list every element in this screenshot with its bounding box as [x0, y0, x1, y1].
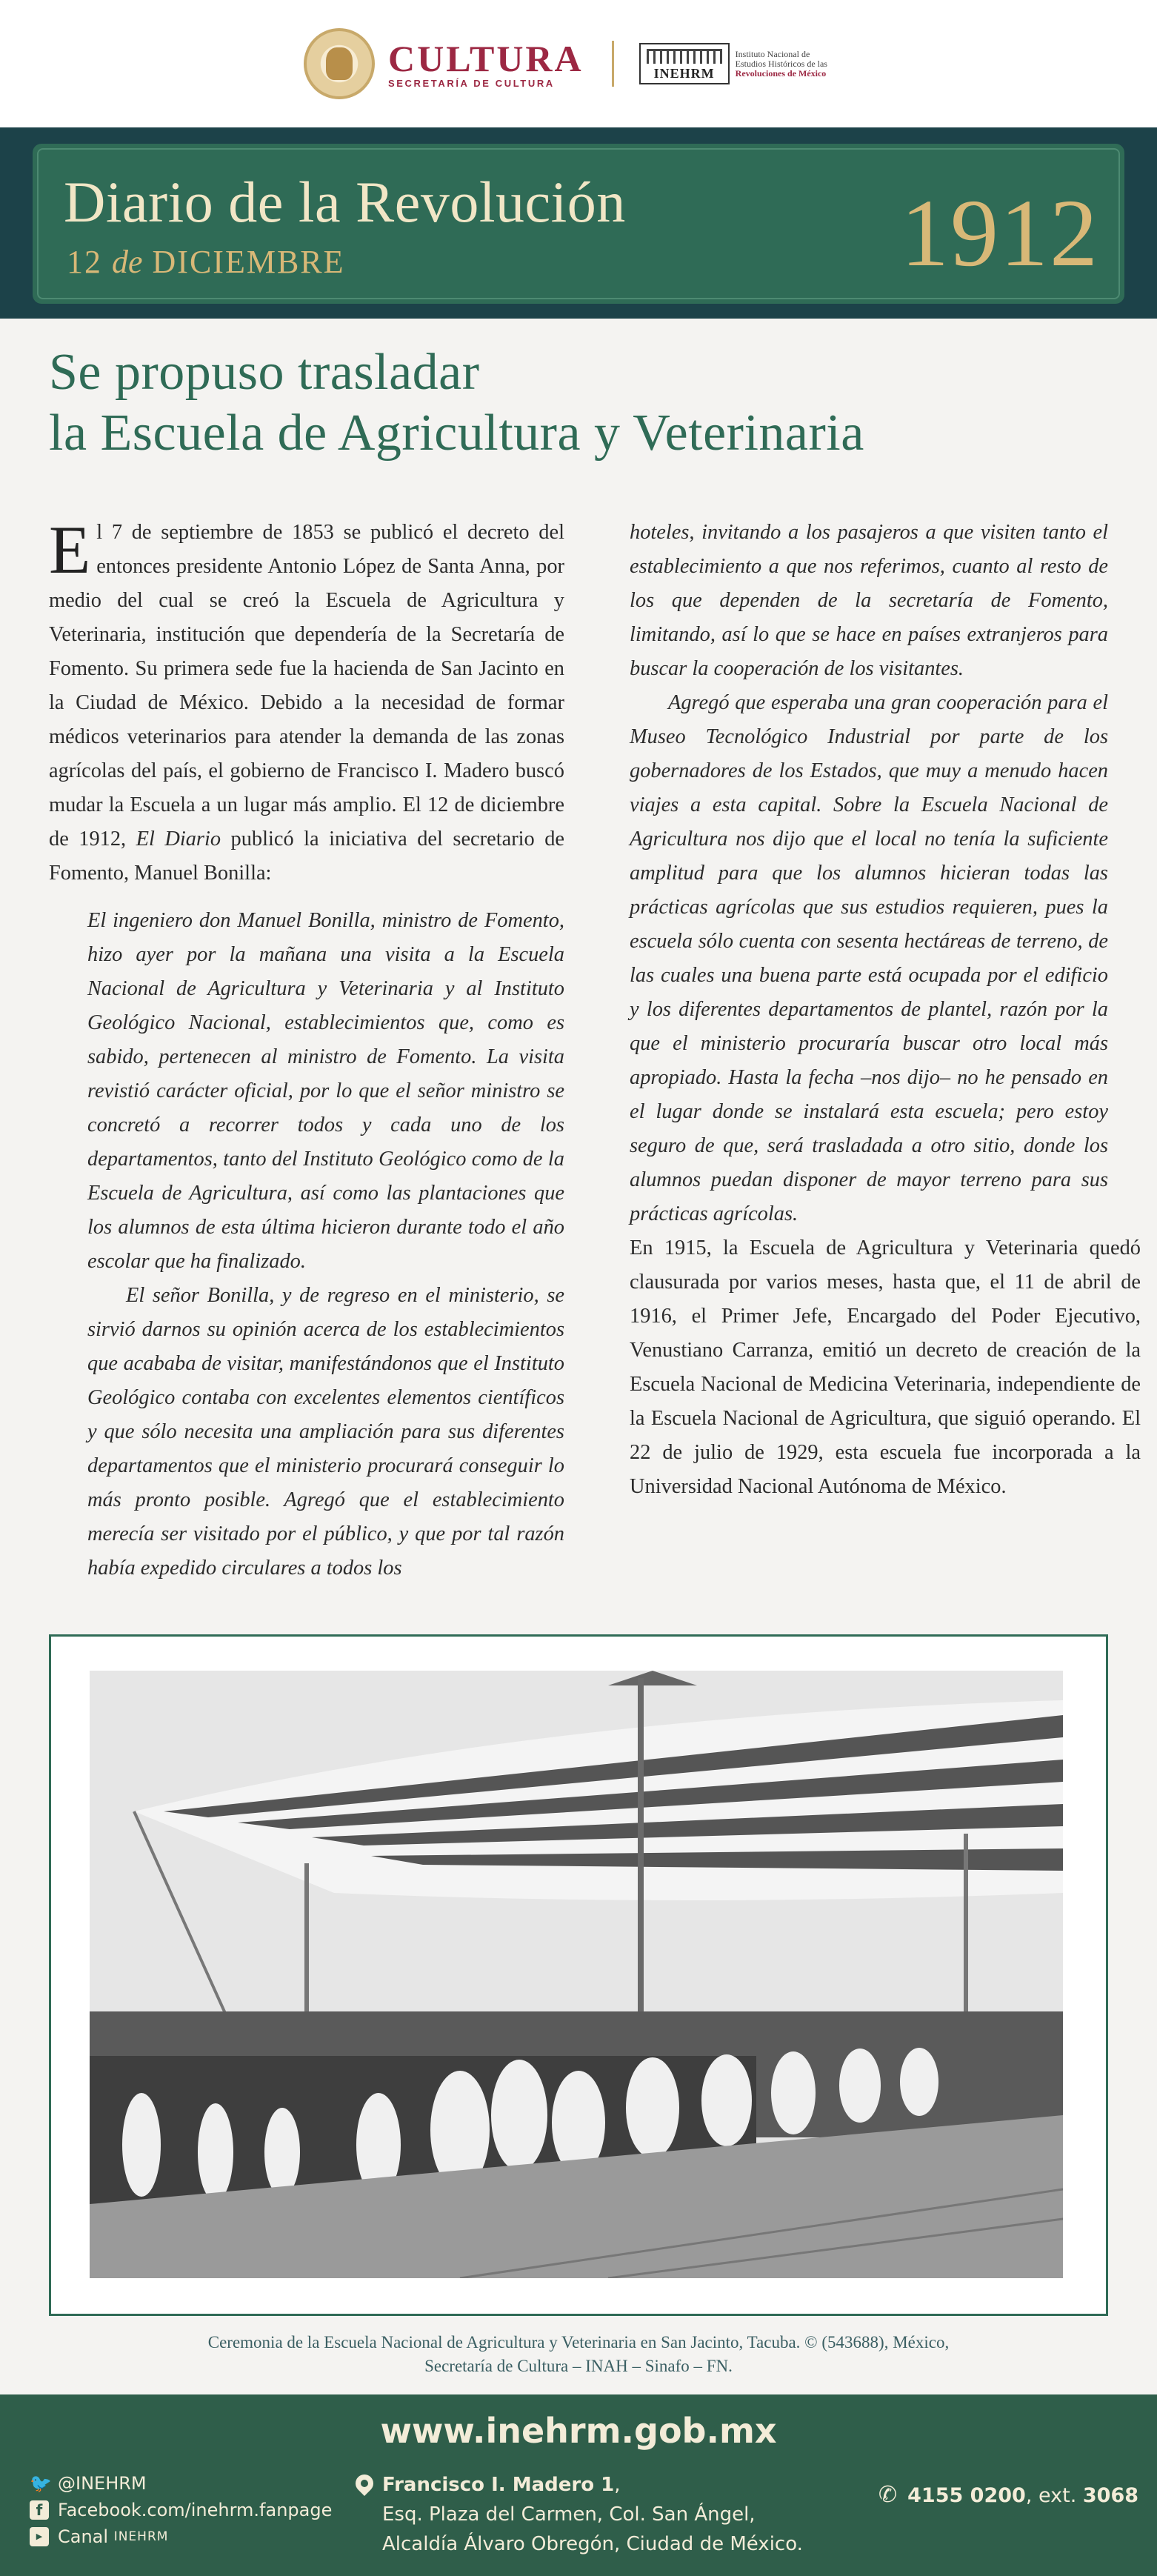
coat-of-arms-icon	[304, 28, 375, 99]
article-headline	[49, 342, 1116, 464]
quote-paragraph-1: El ingeniero don Manuel Bonilla, ministro de Fomento, hizo ayer por la mañana una visita a la Escuela Nacional de Agricultura y Veterinaria y al Instituto Geológico Nacional, establecimientos que, como es sabido, pertenecen al ministro de Fomento. La visita revistió carácter oficial, por lo que el señor ministro se concretó a recorrer todos y cada uno de los departamentos, tanto del Instituto Geológico como de la Escuela de Agricultura, así como las plantaciones que los alumnos de esta última hicieron durante todo el año escolar que ha finalizado.	[87, 909, 564, 1273]
address-street: Francisco I. Madero 1	[382, 2474, 615, 2496]
inehrm-building-icon	[639, 43, 730, 84]
phone-number: 4155 0200	[907, 2484, 1026, 2507]
inehrm-description	[736, 50, 827, 79]
facebook-link[interactable]	[30, 2497, 332, 2523]
facebook-icon: f	[30, 2500, 49, 2520]
phone[interactable]	[878, 2482, 1138, 2508]
twitter-handle: @INEHRM	[58, 2473, 147, 2494]
diario-title: Diario de la Revolución	[64, 170, 626, 234]
twitter-link[interactable]	[30, 2470, 332, 2497]
diario-year: 1912	[901, 180, 1099, 287]
logo-divider	[612, 41, 614, 87]
header-band	[0, 127, 1157, 319]
footer	[0, 2394, 1157, 2576]
left-column	[49, 512, 565, 1585]
address	[382, 2470, 803, 2559]
diario-date	[67, 243, 345, 281]
location-pin-icon	[352, 2471, 377, 2496]
address-comma: ,	[614, 2474, 621, 2496]
date-month: DICIEMBRE	[152, 244, 345, 280]
cultura-logo	[388, 39, 584, 89]
intro-text: l 7 de septiembre de 1853 se publicó el decreto del entonces presidente Antonio López de Santa Anna, por medio del cual se creó la Escuela de Agricultura y Veterinaria, institución que dependería de la Secretaría de Fomento. Su primera sede fue la hacienda de San Jacinto en la Ciudad de México. Debido a la necesidad de formar médicos veterinarios para atender la demanda de las zonas agrícolas del país, el gobierno de Francisco I. Madero buscó mudar la Escuela a un lugar más amplio. El 12 de diciembre de 1912,	[49, 521, 564, 851]
inehrm-wordmark: INEHRM	[653, 66, 715, 81]
date-day: 12	[67, 244, 102, 280]
closing-paragraph: En 1915, la Escuela de Agricultura y Veterinaria quedó clausurada por varios meses, hasta que, el 11 de abril de 1916, el Primer Jefe, Encargado del Poder Ejecutivo, Venustiano Carranza, emitió un decreto de creación de la Escuela Nacional de Medicina Veterinaria, independiente de la Escuela Nacional de Agricultura, que siguió operando. El 22 de julio de 1929, esta escuela fue incorporada a la Universidad Nacional Autónoma de México.	[630, 1237, 1141, 1498]
photo-frame	[49, 1634, 1108, 2316]
ceremony-photo-illustration	[90, 1671, 1063, 2278]
cultura-subtitle: SECRETARÍA DE CULTURA	[388, 77, 555, 89]
date-de: de	[112, 244, 143, 280]
inehrm-line-3: Revoluciones de México	[735, 67, 827, 79]
caption-line-1: Ceremonia de la Escuela Nacional de Agricultura y Veterinaria en San Jacinto, Tacuba. © (543688), México,	[207, 2333, 950, 2352]
headline-line-1: Se propuso trasladar	[49, 344, 480, 401]
intro-italic: El Diario	[136, 828, 221, 851]
quote-paragraph-2-continued: hoteles, invitando a los pasajeros a que visiten tanto el establecimiento a que nos referimos, cuanto al resto de los que dependen de la secretaría de Fomento, limitando, así lo que se hace en países extranjeros para buscar la cooperación de los visitantes.	[630, 521, 1108, 680]
youtube-link[interactable]	[30, 2523, 332, 2550]
dropcap: E	[49, 512, 91, 588]
intro-end: publicó la iniciativa del secretario de Fomento, Manuel Bonilla:	[49, 828, 565, 885]
header-panel	[33, 144, 1124, 304]
headline-line-2: la Escuela de Agricultura y Veterinaria	[49, 405, 864, 462]
address-line-2: Esq. Plaza del Carmen, Col. San Ángel,	[382, 2503, 756, 2526]
social-links	[30, 2470, 332, 2550]
phone-ext-label: , ext.	[1025, 2484, 1077, 2507]
quote-block	[87, 904, 564, 1585]
phone-icon: ✆	[878, 2482, 898, 2508]
logo-bar	[0, 0, 1157, 127]
historic-photo	[90, 1671, 1063, 2278]
youtube-name: INEHRM	[113, 2529, 169, 2544]
quote-paragraph-2: El señor Bonilla, y de regreso en el ministerio, se sirvió darnos su opinión acerca de los establecimientos que acababa de visitar, manifestándonos que el Instituto Geológico contaba con excelentes elementos científicos y que sólo necesita una ampliación para sus diferentes departamentos que el ministerio procurará conseguir lo más pronto posible. Agregó que el establecimiento merecía ser visitado por el público, y que por tal razón había expedido circulares a todos los	[87, 1284, 564, 1580]
quote-block-continued	[630, 516, 1108, 1231]
twitter-icon: 🐦	[30, 2473, 52, 2494]
youtube-prefix: Canal	[58, 2526, 109, 2547]
website-link[interactable]: www.inehrm.gob.mx	[380, 2411, 777, 2451]
facebook-url: Facebook.com/inehrm.fanpage	[58, 2500, 333, 2520]
inehrm-line-1: Instituto Nacional de	[735, 48, 810, 59]
right-column	[630, 516, 1141, 1504]
logo-group	[304, 27, 827, 101]
cultura-wordmark: CULTURA	[388, 37, 584, 79]
caption-line-2: Secretaría de Cultura – INAH – Sinafo – FN.	[424, 2357, 733, 2375]
photo-caption	[49, 2331, 1108, 2378]
address-line-3: Alcaldía Álvaro Obregón, Ciudad de México.	[382, 2533, 803, 2555]
phone-ext: 3068	[1082, 2484, 1139, 2507]
intro-paragraph	[49, 512, 565, 891]
inehrm-line-2: Estudios Históricos de las	[735, 58, 827, 69]
inehrm-logo	[639, 43, 827, 84]
youtube-icon: ▶	[30, 2527, 49, 2546]
quote-paragraph-3: Agregó que esperaba una gran cooperación para el Museo Tecnológico Industrial por parte de los gobernadores de los Estados, que muy a menudo hacen viajes a esta capital. Sobre la Escuela Nacional de Agricultura nos dijo que el local no tenía la suficiente amplitud para que los alumnos hicieran todas las prácticas agrícolas que sus estudios requieren, pues la escuela sólo cuenta con sesenta hectáreas de terreno, de las cuales una buena parte está ocupada por el edificio y los diferentes departamentos de plantel, razón por la que el ministerio procuraría buscar otro local más apropiado. Hasta la fecha –nos dijo– no he pensado en el lugar donde se instalará esta escuela; pero estoy seguro de que, será trasladada a otro sitio, donde los alumnos puedan disponer de mayor terreno para sus prácticas agrícolas.	[630, 691, 1108, 1225]
